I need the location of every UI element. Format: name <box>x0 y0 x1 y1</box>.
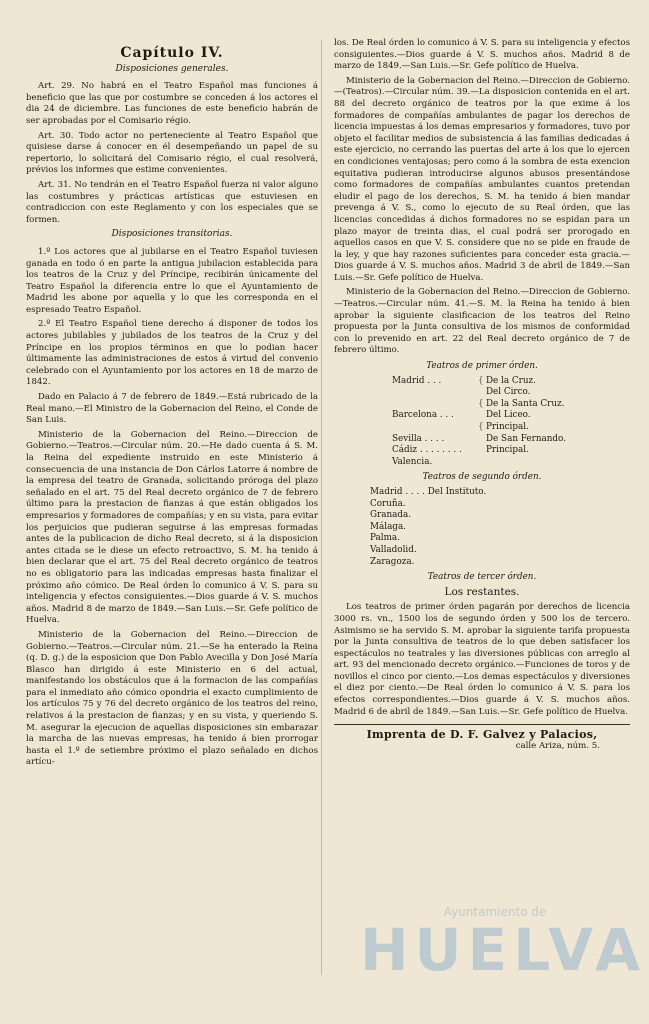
transitory-2: 2.º El Teatro Español tiene derecho á disponer de todos los actores jubilables y jubilados de los teatros de la Cruz y del Príncipe en los propios términos en que lo podian hacer últimamente las administraciones de estos á virtud del convenio celebrado con el Ayuntamiento por los actores en 18 de marzo de 1842. <box>26 319 318 388</box>
circular-39: Ministerio de la Gobernacion del Reino.—Direccion de Gobierno.—(Teatros).—Circular núm. 39.—La disposicion contenida en el art. 88 del decreto orgánico de teatros por la que exime á los formadores de compañías ambulantes de pagar los derechos de licencia impuestas á los demas empresarios y formadores, tuvo por objeto el facilitar medios de subsistencia á las familias dedicadas á este ejercicio, no cerrando las puertas del arte á los que lo ejercen en condiciones ventajosas; pero como á la sombra de esta exencion equitativa pudieran introducirse algunos abusos presentándose como formadores de compañías ambulantes cuantos pretendan eludir el pago de los derechos, S. M. ha tenido á bien mandar prevenga á V. S., como lo ejecuto de su Real órden, que las licencias concedidas á dichos formadores no se espidan para un plazo mayor de treinta dias, el cual podrá ser prorogado en aquellos casos en que V. S. considere que no se pide en fraude de la ley, y que hay razones suficientes para conceder esta gracia.—Dios guarde á V. S. muchos años. Madrid 3 de abril de 1849.—San Luis.—Sr. Gefe político de Huelva. <box>334 75 630 283</box>
list-item: Málaga. <box>370 521 406 532</box>
article-29: Art. 29. No habrá en el Teatro Español mas funciones á beneficio que las que por costumbre se conceden á los actores el dia 24 de diciembre. Las funciones de este beneficio habrán de ser aprobadas por el Comisario régio. <box>26 81 318 126</box>
circular-20: Ministerio de la Gobernacion del Reino.—Direccion de Gobierno.—Teatros.—Circular núm. 20.—He dado cuenta á S. M. la Reina del expediente instruido en este Ministerio á consecuencia de una instancia de Don Cárlos Latorre á nombre de la empresa del teatro de Granada, solicitando próroga del plazo señalado en el art. 75 del Real decreto orgánico de 7 de febrero último para la prestacion de fianzas á que están obligados los empresarios y formadores de compañías; y en su vista, para evitar los perjuicios que pudieran seguirse á las empresas formadas antes de la publicacion de dicho Real decreto, si á la disposicion antes citada se le diese un efecto retroactivo, S. M. ha tenido á bien declarar que el art. 75 del Real decreto orgánico de teatros no es obligatorio para las indicadas empresas hasta finalizar el próximo año cómico. De Real órden lo comunico á V. S. para su inteligencia y efectos consiguientes.—Dios guarde á V. S. muchos años. Madrid 8 de marzo de 1849.—San Luis.—Sr. Gefe político de Huelva. <box>26 429 318 626</box>
article-31: Art. 31. No tendrán en el Teatro Español fuerza ni valor alguno las costumbres y prácticas artísticas que estuviesen en contradiccion con este Reglamento y con los especiales que se formen. <box>26 179 318 225</box>
dated-paragraph: Dado en Palacio á 7 de febrero de 1849.—Está rubricado de la Real mano.—El Ministro de la Gobernacion del Reino, el Conde de San Luis. <box>26 392 318 426</box>
list-item: Palma. <box>370 533 400 544</box>
transitory-heading: Disposiciones transitorias. <box>111 229 233 240</box>
right-column <box>334 38 630 752</box>
printer-imprint: Imprenta de D. F. Galvez y Palacios, <box>334 724 630 741</box>
second-order-heading: Teatros de segundo órden. <box>422 472 542 483</box>
printer-address: calle Ariza, núm. 5. <box>515 740 600 751</box>
circular-21: Ministerio de la Gobernacion del Reino.—Direccion de Gobierno.—Teatros.—Circular núm. 21.—Se ha enterado la Reina (q. D. g.) de la esposicion que Don Pablo Avecilla y Don José María Blasco han dirigido á este Ministerio en 6 del actual, manifestando los obstáculos que á la formacion de las compañías para el inmediato año cómico opondria el exacto cumplimiento de los artículos 75 y 76 del decreto orgánico de los teatros del reino, relativos á la prestacion de fianzas; y en su vista, y queriendo S. M. asegurar la ejecucion de aquellas disposiciones sin embarazar la marcha de las nuevas empresas, ha tenido á bien prorrogar hasta el 1.º de setiembre próximo el plazo señalado en dichos artícu- <box>26 629 318 768</box>
transitory-1: 1.º Los actores que al jubilarse en el Teatro Español tuviesen ganada en todo ó en parte la antigua jubilacion establecida para los teatros de la Cruz y del Príncipe, recibirán únicamente del Teatro Español la diferencia entre lo que el Ayuntamiento de Madrid les abone por aquella y lo que les corresponda en el espresado Teatro Español. <box>26 246 318 315</box>
list-item: Madrid . . . . Del Instituto. <box>370 486 487 497</box>
list-item: Granada. <box>370 510 412 521</box>
first-order-heading: Teatros de primer órden. <box>426 361 538 372</box>
article-30: Art. 30. Todo actor no perteneciente al Teatro Español que quisiese darse á conocer en él desempeñando un papel de su repertorio, lo solicitará del Comisario régio, el cual resolverá, prévios los informes que estime convenientes. <box>26 130 318 176</box>
general-heading: Disposiciones generales. <box>115 63 229 74</box>
table-row: Madrid . . . { De la Cruz. <box>392 375 536 386</box>
brace-icon: { <box>478 398 484 409</box>
circular-41: Ministerio de la Gobernacion del Reino.—Direccion de Gobierno.—Teatros.—Circular núm. 41.—S. M. la Reina ha tenido á bien aprobar la siguiente clasificacion de los teatros del Reino propuesta por la Junta consultiva de los mismos de conformidad con lo prevenido en art. 22 del Real decreto orgánico de 7 de febrero último. <box>334 287 630 356</box>
second-order-list <box>334 487 630 568</box>
circular-21-continued: los. De Real órden lo comunico á V. S. para su inteligencia y efectos consiguientes.—Dios guarde á V. S. muchos años. Madrid 8 de marzo de 1849.—San Luis.—Sr. Gefe político de Huelva. <box>334 38 630 72</box>
brace-icon: { <box>478 422 484 432</box>
column-divider <box>321 40 322 975</box>
brace-icon: { <box>478 375 484 386</box>
fees-paragraph: Los teatros de primer órden pagarán por derechos de licencia 3000 rs. vn., 1500 los de segundo órden y 500 los de tercero. Asimismo se ha servido S. M. aprobar la siguiente tarifa propuesta por la Junta consultiva de teatros de lo que deben satisfacer los espectáculos no teatrales y las diversiones públicas con arreglo al art. 93 del mencionado decreto orgánico.—Funciones de toros y de novillos el cinco por ciento.—Los demas espectáculos y diversiones el diez por ciento.—De Real órden lo comunico á V. S. para los efectos correspondientes.—Dios guarde á V. S. muchos años. Madrid 6 de abril de 1849.—San Luis.—Sr. Gefe político de Huelva. <box>334 602 630 717</box>
table-row: { Principal. <box>478 422 529 432</box>
chapter-title: Capítulo IV. <box>120 45 224 61</box>
table-row: { De la Santa Cruz. <box>478 398 565 409</box>
table-row: Valencia. <box>392 456 433 467</box>
first-order-table <box>334 376 630 469</box>
left-column <box>26 38 318 772</box>
third-order-heading: Teatros de tercer órden. <box>427 572 537 583</box>
watermark-small: Ayuntamiento de <box>443 905 547 919</box>
watermark-logo <box>360 905 647 1010</box>
table-row: Sevilla . . . . De San Fernando. <box>392 433 566 444</box>
list-item: Valladolid. <box>370 544 417 555</box>
table-row: Cádiz . . . . . . . . Principal. <box>392 445 529 456</box>
list-item: Coruña. <box>370 498 406 509</box>
table-row: Barcelona . . . Del Liceo. <box>392 410 531 421</box>
watermark-large: HUELVA <box>360 916 647 984</box>
third-order-value: Los restantes. <box>444 585 520 598</box>
table-row: Del Circo. <box>486 387 531 398</box>
list-item: Zaragoza. <box>370 556 415 567</box>
